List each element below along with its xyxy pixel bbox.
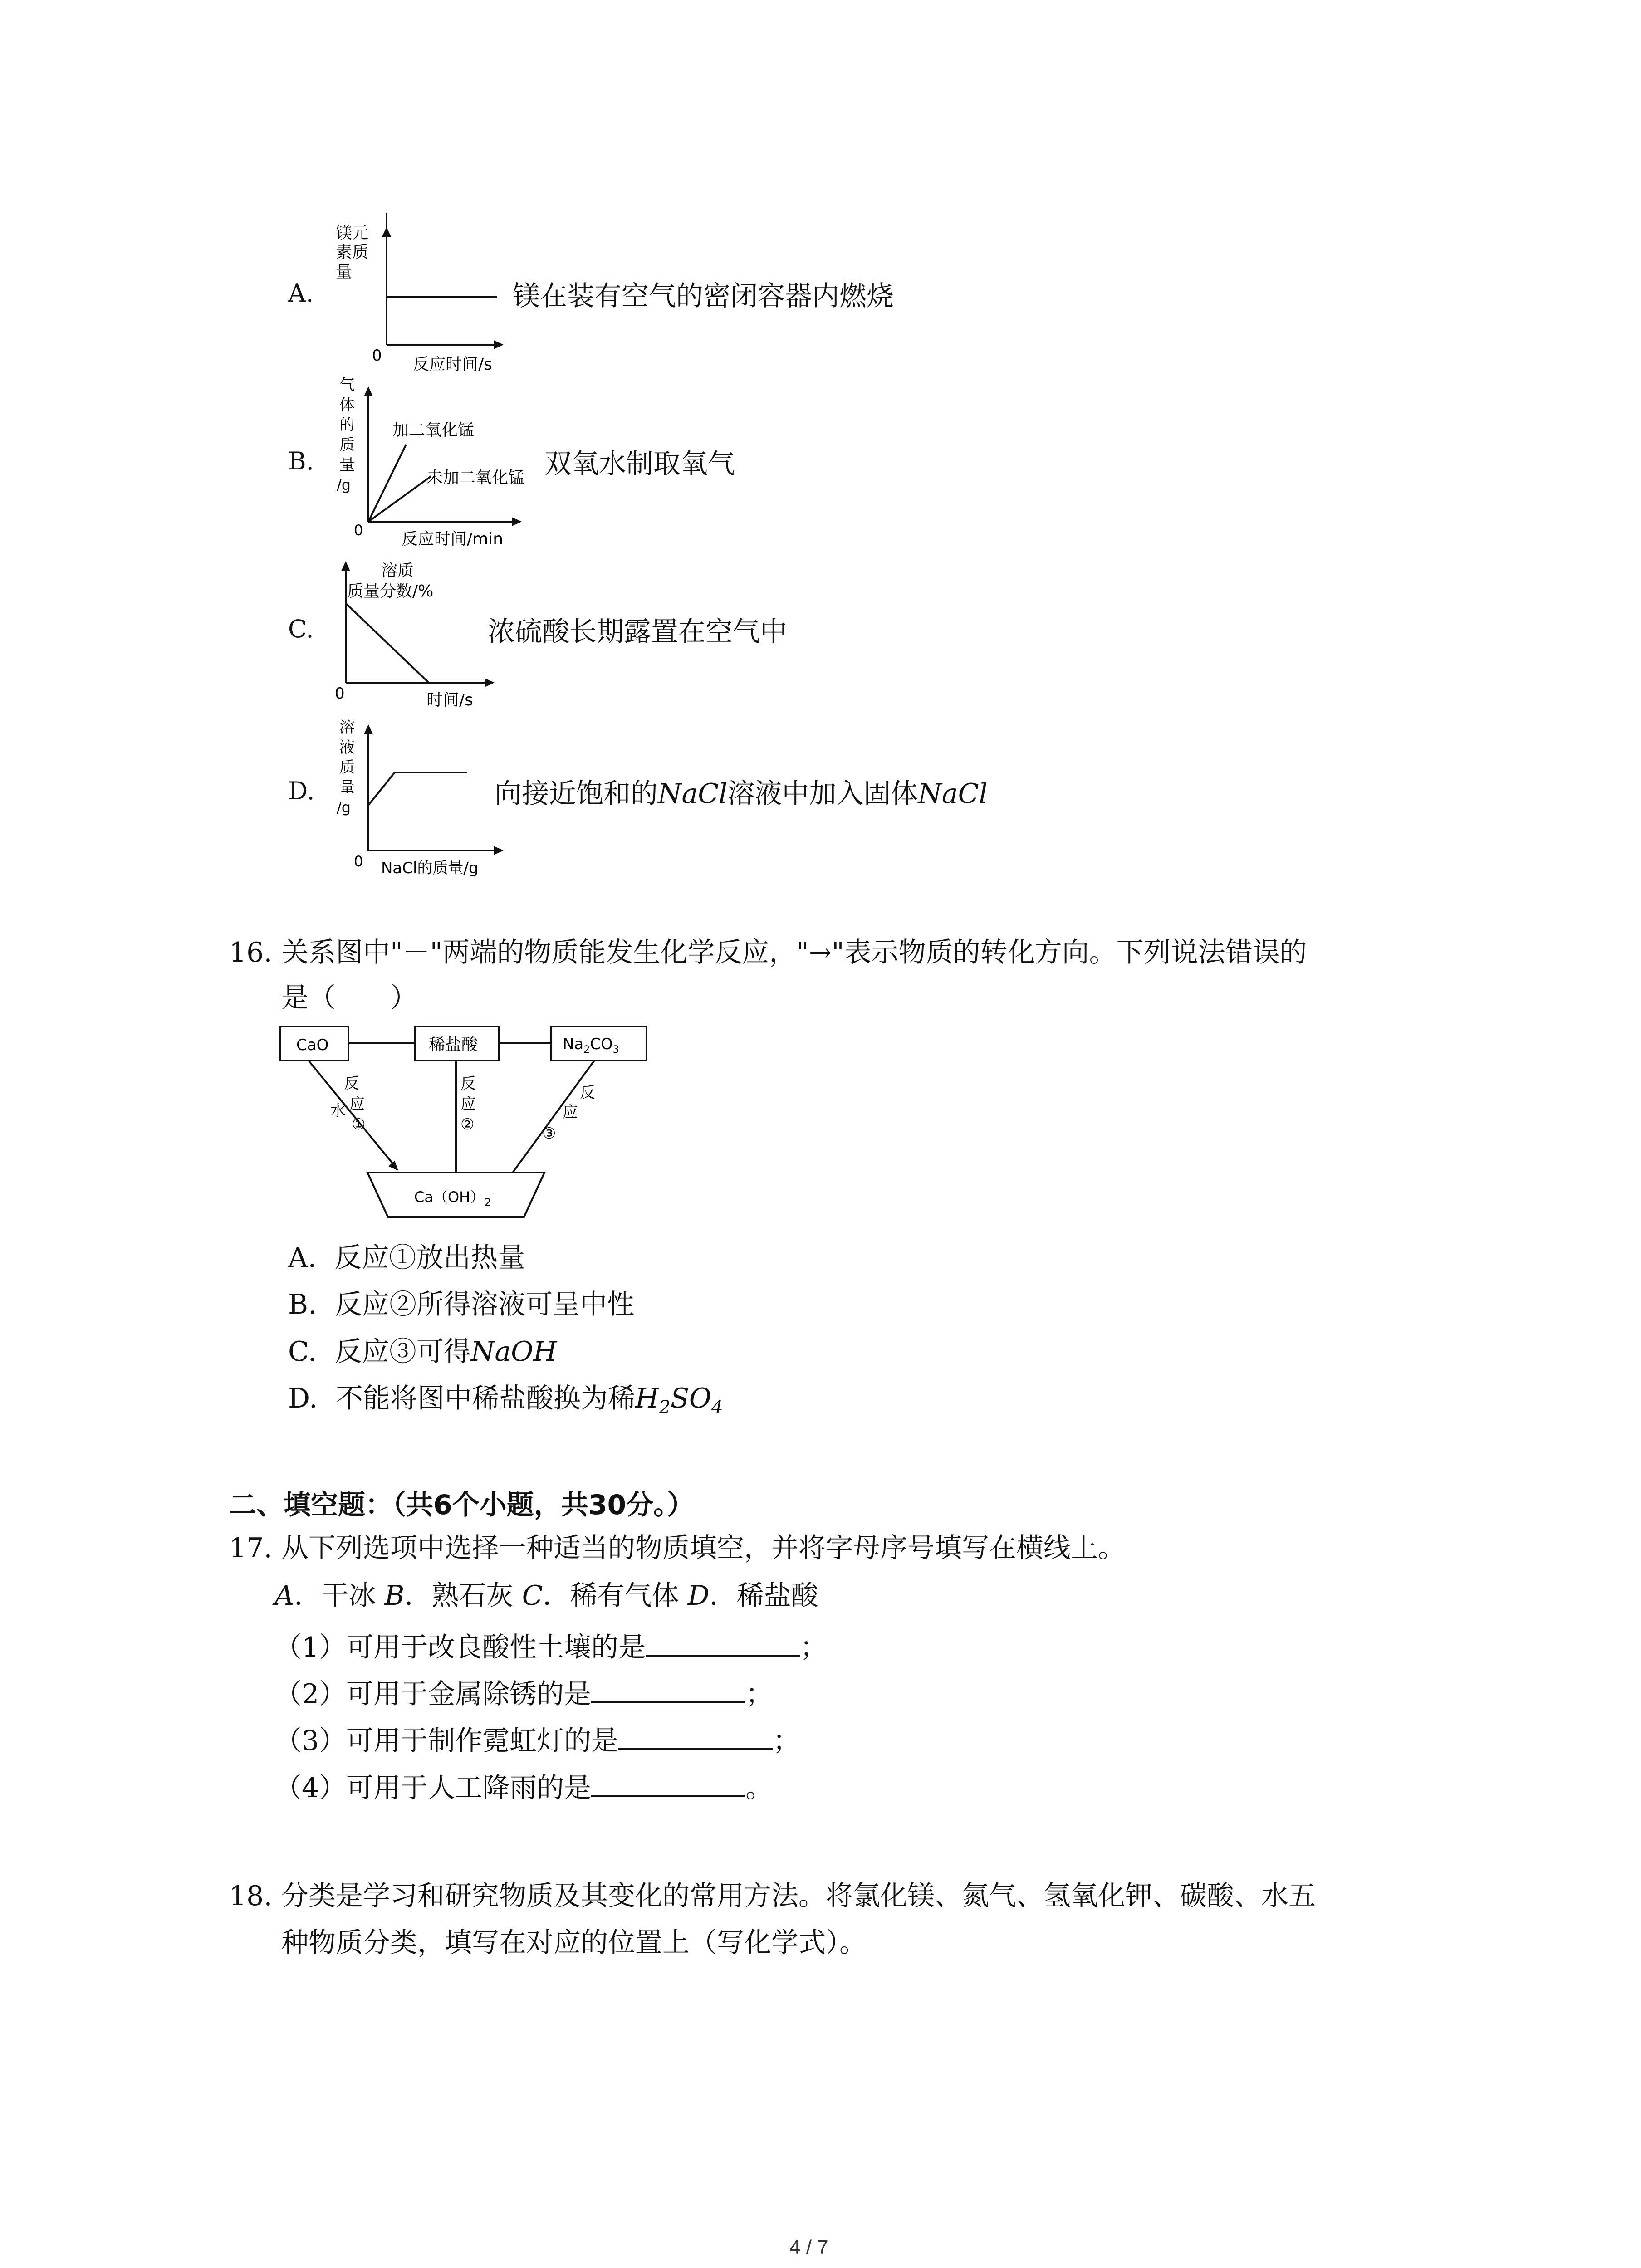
choice-letter: D bbox=[687, 1580, 710, 1612]
question-stem: 从下列选项中选择一种适当的物质填空，并将字母序号填写在横线上。 bbox=[281, 1532, 1125, 1564]
y-axis-arrow bbox=[382, 227, 391, 237]
x-label: NaCl的质量/g bbox=[381, 859, 479, 877]
y-label-line: 素质 bbox=[336, 243, 369, 262]
r3-label: 反 bbox=[580, 1084, 595, 1102]
option-letter: A. bbox=[288, 1242, 317, 1274]
answer-blank[interactable] bbox=[646, 1629, 800, 1657]
y-label-line: 的 bbox=[339, 416, 355, 434]
x-label: 反应时间/s bbox=[413, 355, 492, 374]
choice-text: ．干冰 bbox=[294, 1580, 376, 1612]
r2-label: 反 bbox=[460, 1075, 476, 1093]
option-text: 反应③可得 bbox=[334, 1336, 471, 1368]
option-letter: B. bbox=[288, 447, 314, 475]
chart-d bbox=[318, 714, 517, 887]
y-axis-arrow bbox=[364, 386, 373, 396]
answer-blank[interactable] bbox=[591, 1770, 745, 1797]
y-label-line: 量 bbox=[339, 456, 355, 474]
q16-option-d bbox=[288, 1377, 723, 1418]
page-number: 4 / 7 bbox=[789, 2236, 828, 2258]
option-letter: B. bbox=[288, 1289, 317, 1320]
r1-label: ① bbox=[352, 1115, 366, 1134]
y-axis-arrow bbox=[341, 561, 350, 571]
option-text: 不能将图中稀盐酸换为稀 bbox=[336, 1383, 636, 1414]
q16-option-c bbox=[288, 1330, 557, 1369]
origin-label: 0 bbox=[354, 522, 363, 539]
arrow-head bbox=[388, 1161, 398, 1171]
chart-line bbox=[346, 603, 429, 683]
origin-label: 0 bbox=[354, 853, 363, 870]
fill-item-2 bbox=[274, 1676, 773, 1708]
item-end: ； bbox=[800, 1632, 828, 1663]
x-axis-arrow bbox=[512, 517, 522, 526]
fill-item-1 bbox=[274, 1629, 827, 1661]
origin-label: 0 bbox=[372, 347, 382, 365]
series-label: 加二氧化锰 bbox=[392, 421, 475, 440]
y-label-line: /g bbox=[337, 476, 351, 494]
question-stem: 分类是学习和研究物质及其变化的常用方法。将氯化镁、氮气、氢氧化钾、碳酸、水五 bbox=[281, 1880, 1316, 1912]
item-text: （1）可用于改良酸性土壤的是 bbox=[274, 1632, 646, 1663]
x-axis-arrow bbox=[494, 846, 504, 855]
chart-a bbox=[318, 213, 517, 381]
item-text: （3）可用于制作霓虹灯的是 bbox=[274, 1725, 619, 1757]
x-axis-arrow bbox=[485, 678, 495, 687]
option-letter: D. bbox=[288, 777, 315, 805]
series-label: 未加二氧化锰 bbox=[426, 469, 525, 487]
y-label-line: 量 bbox=[339, 778, 355, 797]
choice-text: ．稀有气体 bbox=[543, 1580, 679, 1612]
option-letter: C. bbox=[288, 615, 314, 643]
item-end: ； bbox=[745, 1678, 773, 1710]
section-title: 二、填空题：（共6个小题，共30分。） bbox=[229, 1489, 695, 1521]
fill-item-3 bbox=[274, 1723, 800, 1755]
q16-option-b bbox=[288, 1283, 634, 1322]
chart-line bbox=[368, 772, 467, 805]
option-letter: D. bbox=[288, 1383, 318, 1414]
option-letter: A. bbox=[288, 279, 314, 308]
option-formula: $H_2SO_4$ bbox=[635, 1383, 723, 1418]
y-label-line: 镁元 bbox=[336, 224, 369, 242]
r2-label: 应 bbox=[460, 1095, 476, 1113]
box-hcl-label: 稀盐酸 bbox=[429, 1036, 478, 1054]
option-desc: 双氧水制取氧气 bbox=[544, 448, 735, 480]
choice-list bbox=[274, 1580, 818, 1612]
question-number: 17. bbox=[229, 1532, 273, 1564]
option-letter: C. bbox=[288, 1336, 317, 1368]
choice-text: ．熟石灰 bbox=[404, 1580, 514, 1612]
y-label-line: 量 bbox=[336, 263, 353, 281]
y-label-line: 气 bbox=[339, 376, 355, 394]
r2-label: ② bbox=[460, 1115, 475, 1134]
option-formula: NaOH bbox=[470, 1336, 557, 1368]
fill-item-4 bbox=[274, 1770, 773, 1802]
choice-text: ．稀盐酸 bbox=[709, 1580, 818, 1612]
answer-blank[interactable] bbox=[591, 1676, 745, 1703]
y-label-line: /g bbox=[337, 799, 351, 816]
question-stem: 种物质分类，填写在对应的位置上（写化学式）。 bbox=[281, 1927, 867, 1959]
question-stem: 是（ ） bbox=[281, 982, 417, 1014]
option-desc: 浓硫酸长期露置在空气中 bbox=[488, 616, 787, 648]
y-label-line: 溶质 bbox=[381, 562, 414, 580]
chart-b bbox=[318, 376, 531, 558]
question-stem: 关系图中"－"两端的物质能发生化学反应，"→"表示物质的转化方向。下列说法错误的 bbox=[281, 937, 1307, 968]
line-with-mno2 bbox=[368, 445, 406, 522]
y-label-line: 溶 bbox=[339, 719, 355, 737]
x-label: 时间/s bbox=[426, 691, 473, 709]
box-cao-label: CaO bbox=[296, 1036, 329, 1054]
x-axis-arrow bbox=[494, 340, 504, 349]
item-end: 。 bbox=[745, 1772, 773, 1804]
answer-blank[interactable] bbox=[618, 1723, 773, 1750]
y-label-line: 体 bbox=[339, 396, 355, 414]
option-text: 反应②所得溶液可呈中性 bbox=[335, 1289, 635, 1320]
y-axis-arrow bbox=[364, 724, 373, 734]
r3-label: 应 bbox=[563, 1103, 578, 1121]
reaction-3-link bbox=[513, 1061, 594, 1173]
y-label-line: 质 bbox=[339, 758, 355, 777]
chart-c bbox=[318, 551, 517, 714]
item-end: ； bbox=[773, 1725, 800, 1757]
relation-diagram bbox=[277, 1023, 667, 1241]
box-caoh2-label: $Ca(OH)_2$ bbox=[414, 1188, 491, 1208]
r1-label: 应 bbox=[349, 1095, 365, 1113]
option-text: 反应①放出热量 bbox=[334, 1242, 525, 1274]
choice-letter: C bbox=[522, 1580, 543, 1612]
box-na2co3-label: $Na_2CO_3$ bbox=[563, 1035, 619, 1056]
line-without-mno2 bbox=[368, 476, 431, 522]
question-number: 16. bbox=[229, 937, 273, 968]
question-number: 18. bbox=[229, 1880, 273, 1912]
choice-letter: A bbox=[274, 1580, 294, 1612]
choice-letter: B bbox=[384, 1580, 405, 1612]
y-label-line: 液 bbox=[339, 738, 355, 757]
item-text: （4）可用于人工降雨的是 bbox=[274, 1772, 592, 1804]
y-label-line: 质 bbox=[339, 436, 355, 454]
item-text: （2）可用于金属除锈的是 bbox=[274, 1678, 592, 1710]
r1-label: 反 bbox=[344, 1075, 359, 1093]
r3-label: ③ bbox=[542, 1124, 556, 1143]
x-label: 反应时间/min bbox=[402, 530, 504, 548]
y-label-line: 质量分数/% bbox=[347, 582, 434, 601]
option-desc: 向接近饱和的NaCl溶液中加入固体NaCl bbox=[495, 778, 988, 810]
option-desc: 镁在装有空气的密闭容器内燃烧 bbox=[513, 280, 894, 312]
q16-option-a bbox=[288, 1236, 525, 1275]
origin-label: 0 bbox=[335, 684, 345, 703]
r1-water-label: 水 bbox=[330, 1102, 346, 1120]
